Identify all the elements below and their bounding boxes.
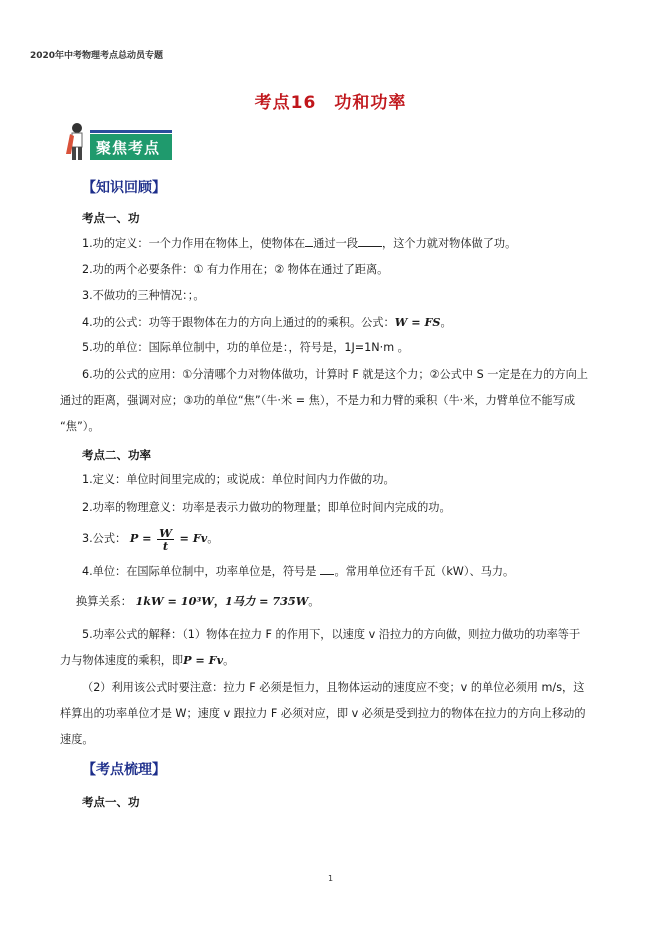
power-fraction: $\frac{W}{t}$ bbox=[159, 525, 172, 553]
kw-conversion: 1kW = 10³W bbox=[135, 594, 214, 608]
banner-label: 聚焦考点 bbox=[96, 139, 161, 157]
point-work-heading: 考点一、功 bbox=[82, 211, 140, 225]
focus-banner bbox=[62, 120, 174, 166]
line-6c: “焦”）。 bbox=[60, 420, 100, 433]
power-line-6a: （2）利用该公式时要注意：拉力 F 必须是恒力，且物体运动的速度应不变；v 的单位必须用 m/s，这 bbox=[82, 681, 585, 694]
page-header: 2020年中考物理考点总动员专题 bbox=[30, 51, 164, 61]
power-line-6c: 速度。 bbox=[60, 733, 94, 746]
power-line-1: 1.定义：单位时间里完成的；或说成：单位时间内力作做的功。 bbox=[82, 473, 395, 486]
line-3: 3.不做功的三种情况：；。 bbox=[82, 289, 205, 302]
power-line-5b: 力与物体速度的乘积，即P = Fv。 bbox=[60, 653, 235, 667]
section-point-sorting: 【考点梳理】 bbox=[82, 762, 166, 778]
power-line-5a: 5.功率公式的解释：（1）物体在拉力 F 的作用下，以速度 v 沿拉力的方向做，则拉力做功的功率等于 bbox=[82, 628, 581, 641]
line-1: 1.功的定义：一个力作用在物体上，使物体在 通过一段 ，这个力就对物体做了功。 bbox=[82, 237, 517, 250]
power-line-3: 3.公式： P = $\frac{W}{t}$ = Fv。 bbox=[82, 525, 219, 553]
power-line-2: 2.功率的物理意义：功率是表示力做功的物理量；即单位时间内完成的功。 bbox=[82, 501, 451, 514]
line-6b: 通过的距离，强调对应；③功的单位“焦”（牛·米 = 焦），不是力和力臂的乘积（牛·米，力臂单位不能写成 bbox=[60, 394, 576, 407]
point-power-heading: 考点二、功率 bbox=[82, 448, 151, 462]
point-work-heading-2: 考点一、功 bbox=[82, 795, 140, 809]
horsepower-conversion: 1马力 = 735W bbox=[225, 594, 309, 608]
section-knowledge-review: 【知识回顾】 bbox=[82, 180, 166, 196]
page-number: 1 bbox=[327, 874, 334, 883]
line-6a: 6.功的公式的应用：①分清哪个力对物体做功，计算时 F 就是这个力；②公式中 S 一定是在力的方向上 bbox=[82, 368, 588, 381]
power-line-4: 4.单位：在国际单位制中，功率单位是，符号是 。常用单位还有千瓦（kW）、马力。 bbox=[82, 565, 515, 578]
student-figure-icon bbox=[66, 123, 82, 160]
line-5: 5.功的单位：国际单位制中，功的单位是：，符号是，1J=1N·m 。 bbox=[82, 341, 409, 354]
page-title: 考点16 功和功率 bbox=[254, 93, 407, 113]
line-2: 2.功的两个必要条件：① 有力作用在；② 物体在通过了距离。 bbox=[82, 263, 389, 276]
work-formula: W = FS bbox=[394, 315, 441, 329]
conversion-line: 换算关系： 1kW = 10³W，1马力 = 735W。 bbox=[76, 594, 320, 608]
line-4: 4.功的公式：功等于跟物体在力的方向上通过的的乘积。公式：W = FS。 bbox=[82, 315, 452, 329]
power-line-6b: 样算出的功率单位才是 W；速度 v 跟拉力 F 必须对应，即 v 必须是受到拉力的物体在拉力的方向上移动的 bbox=[60, 707, 586, 720]
